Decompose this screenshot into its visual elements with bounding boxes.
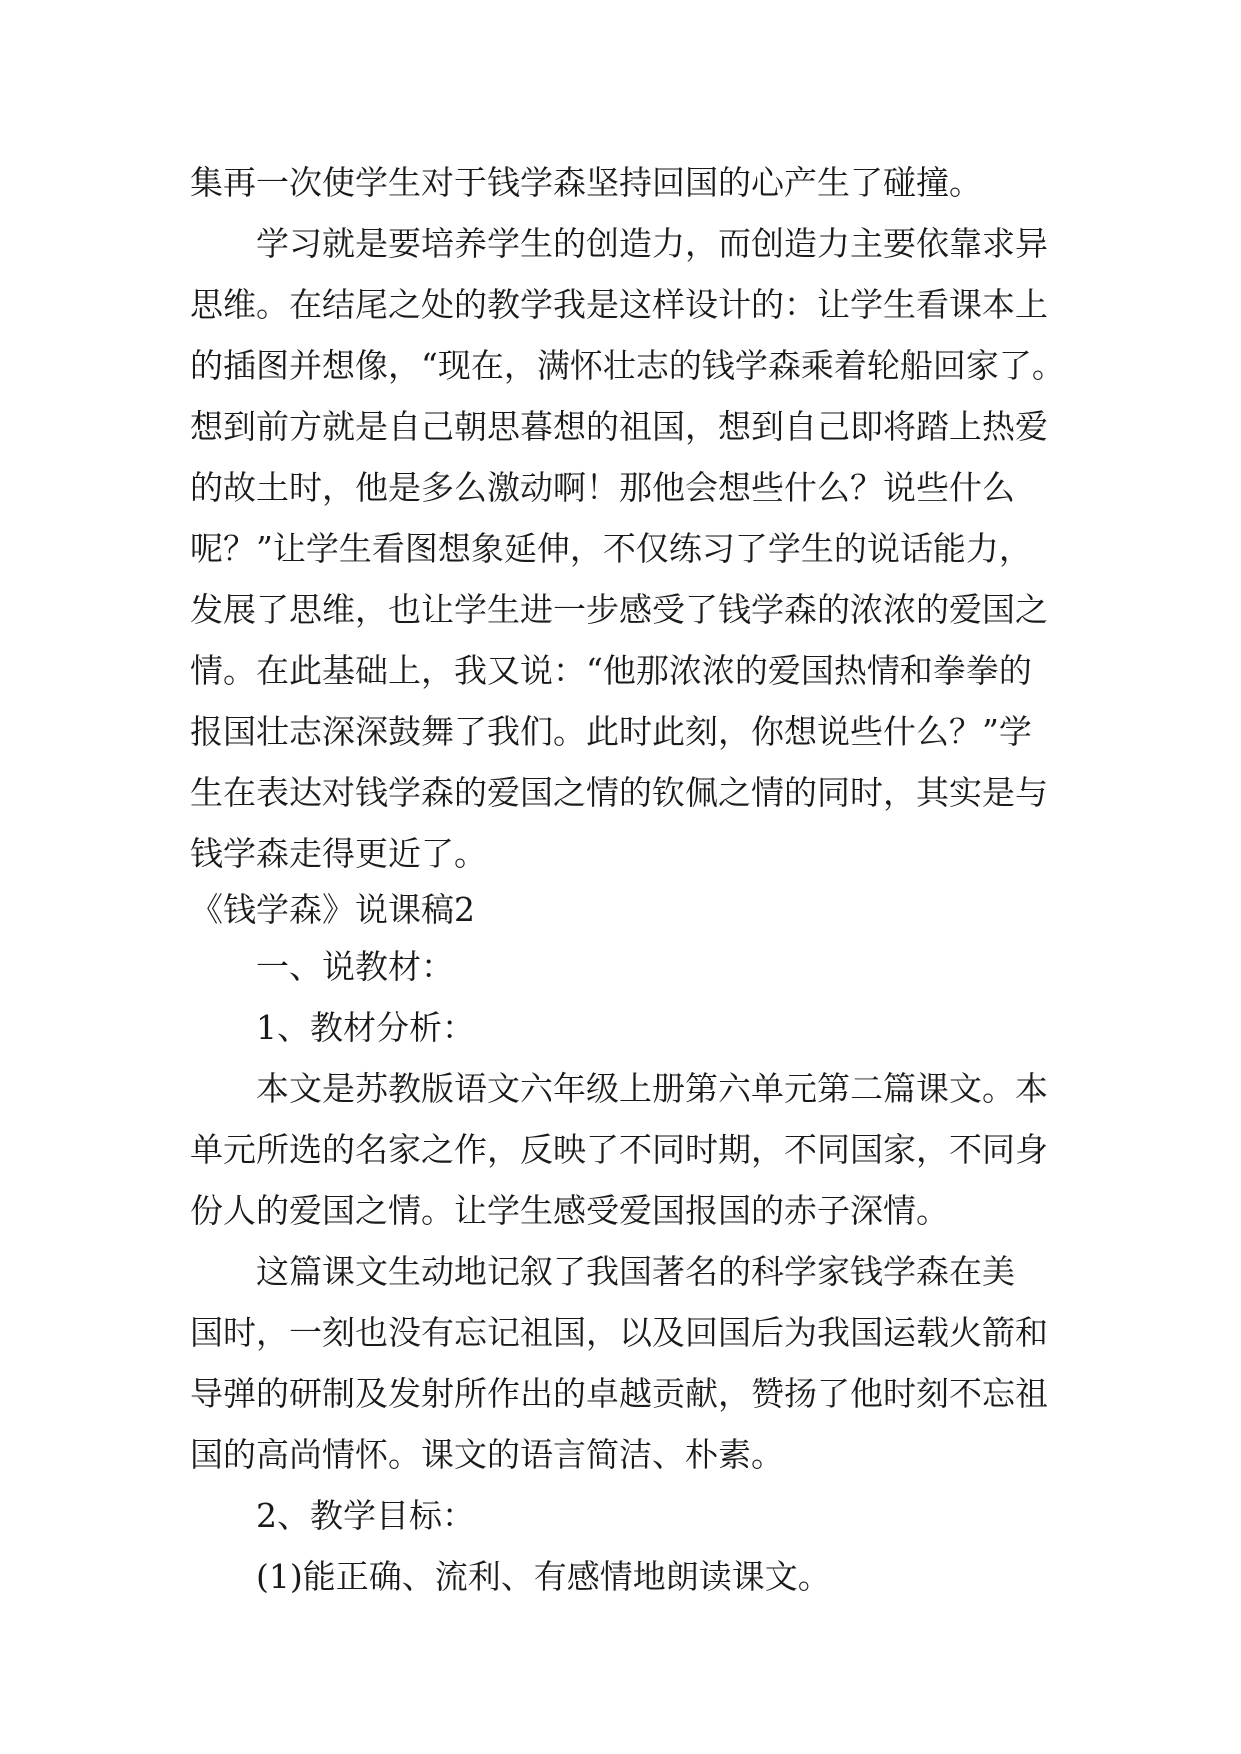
- paragraph-line: 本文是苏教版语文六年级上册第六单元第二篇课文。本: [256, 1069, 1048, 1108]
- paragraph-line: 导弹的研制及发射所作出的卓越贡献，赞扬了他时刻不忘祖: [190, 1374, 1048, 1413]
- paragraph-line: 国时，一刻也没有忘记祖国，以及回国后为我国运载火箭和: [190, 1313, 1048, 1352]
- paragraph-line: 情。在此基础上，我又说：“他那浓浓的爱国热情和拳拳的: [190, 651, 1032, 690]
- paragraph-line: 份人的爱国之情。让学生感受爱国报国的赤子深情。: [190, 1191, 949, 1230]
- section-heading: 一、说教材：: [256, 947, 454, 986]
- paragraph-line: 呢？”让学生看图想象延伸，不仅练习了学生的说话能力，: [190, 529, 1032, 568]
- subsection-heading: 2、教学目标：: [256, 1496, 475, 1535]
- paragraph-line: 报国壮志深深鼓舞了我们。此时此刻，你想说些什么？”学: [190, 712, 1032, 751]
- paragraph-line: 学习就是要培养学生的创造力，而创造力主要依靠求异: [256, 224, 1048, 263]
- subsection-heading: 1、教材分析：: [256, 1008, 475, 1047]
- document-body: [190, 152, 1070, 1607]
- paragraph-line: 的故土时，他是多么激动啊！那他会想些什么？说些什么: [190, 468, 1015, 507]
- paragraph-line: 钱学森走得更近了。: [190, 834, 487, 873]
- paragraph-line: 国的高尚情怀。课文的语言简洁、朴素。: [190, 1435, 784, 1474]
- paragraph-line: 发展了思维，也让学生进一步感受了钱学森的浓浓的爱国之: [190, 590, 1048, 629]
- section-title: 《钱学森》说课稿2: [190, 890, 475, 929]
- paragraph-line: 想到前方就是自己朝思暮想的祖国，想到自己即将踏上热爱: [190, 407, 1048, 446]
- paragraph-line: 思维。在结尾之处的教学我是这样设计的：让学生看课本上: [190, 285, 1048, 324]
- paragraph-line: 生在表达对钱学森的爱国之情的钦佩之情的同时，其实是与: [190, 773, 1048, 812]
- paragraph-line: 这篇课文生动地记叙了我国著名的科学家钱学森在美: [256, 1252, 1015, 1291]
- paragraph-line: 的插图并想像，“现在，满怀壮志的钱学森乘着轮船回家了。: [190, 346, 1065, 385]
- paragraph-line: 集再一次使学生对于钱学森坚持回国的心产生了碰撞。: [190, 163, 982, 202]
- list-item: (1)能正确、流利、有感情地朗读课文。: [256, 1557, 831, 1596]
- paragraph-line: 单元所选的名家之作，反映了不同时期，不同国家，不同身: [190, 1130, 1048, 1169]
